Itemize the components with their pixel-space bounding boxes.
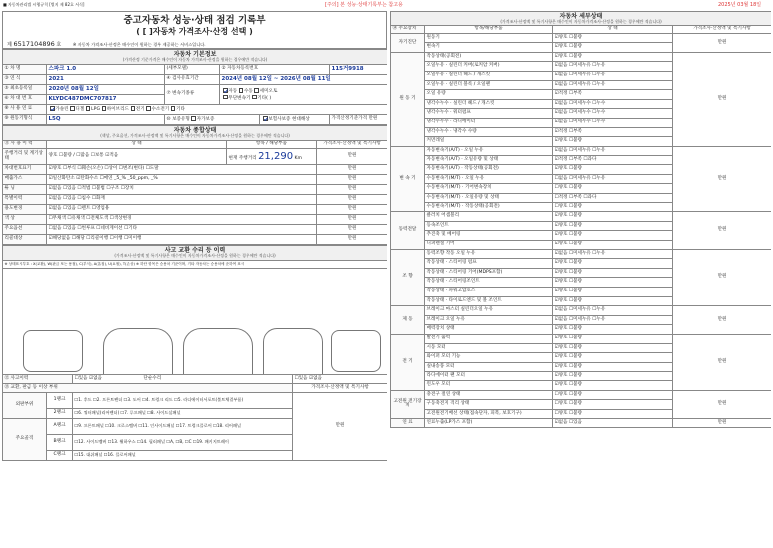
doc-title: 중고자동차 성능·상태 점검 기록부: [123, 15, 266, 26]
detail-state: ☑양호 ☐불량: [553, 221, 673, 230]
detail-price: 만원: [673, 34, 772, 53]
detail-item: 작동상태 · 스티어링조인트: [425, 278, 553, 287]
detail-item: 충전구 절연 상태: [425, 390, 553, 399]
detail-item: 작동상태 · 스티어링 기어(MDPS포함): [425, 268, 553, 277]
detail-group-label: 제 동: [391, 306, 425, 334]
detail-state: ☑양호 ☐불량: [553, 165, 673, 174]
detail-item: 냉각수누수 · 냉각수 수량: [425, 127, 553, 136]
detail-state: ☑양호 ☐불량: [553, 240, 673, 249]
detail-price: 만원: [673, 306, 772, 334]
detail-state: ☑적정 ☐부족 ☐과다: [553, 156, 673, 165]
left-panel: [2, 11, 387, 546]
detail-state: ☑양호 ☐불량: [553, 259, 673, 268]
detail-state: ☑없음 ☐미세누수 ☐누수: [553, 99, 673, 108]
detail-item: 작동상태(공회전): [425, 52, 553, 61]
detail-item: 수동변속기(M/T) · 작동상태(공회전): [425, 203, 553, 212]
detail-row: [391, 419, 772, 428]
detail-state: ☑양호 ☐불량: [553, 278, 673, 287]
detail-state: ☑양호 ☐불량: [553, 325, 673, 334]
detail-item: 작동상태 · 타이로드엔드 및 볼 조인트: [425, 296, 553, 305]
doc-subtitle: ( [ ]자동차 가격조사·산정 선택 ): [136, 26, 253, 36]
doc-number: 6517104896: [13, 40, 55, 48]
detail-item: 시동 모터: [425, 343, 553, 352]
basic-info-table: 자동차 기본정보 (가격산정 기준가격은 매수인이 자동차 가격조사·산정을 원하는 경우에만 적습니다) ① 차 명 스파크 1.0 (세부모델) ② 자동차등록번호 115거9918 ③ 연 식 2021 ④ 검사유효기간 2024년 08월 12일 ~ 2026년 08월 11일 ⑤ 최초등록일 2020년 08월 12일 ⑦ 변속기종류 자동 수동 세미오토 무단변속기 기타( ) ⑥ 차 대 번 호 KLYDC487DMC707817 ⑧ 사 용 연 료 가솔린 디젤 LPG 하이브리드 전기 수소전기 기타 ⑨ 원동기형식 L5Q ⑩ 보증유형 자가보증 보험사보증 현대해상 가격산정기준가격 만원: [2, 49, 387, 125]
detail-item: 오일누유 · 실린더 커버(로커암 커버): [425, 62, 553, 71]
overall-status-table: 자동차 종합상태 (색상, 주요옵션, 가격조사·산정액 및 특기사항은 매수인이 자동차가격조사·산정을 원하는 경우에만 적습니다) ⑪ 사 용 이 력 상 태 항목 / 해당부품 가격조사·산정액 및 특기사항 주행거리 및 계기상태 양호 ☐불량 / ☐많음 ☐보통 ☑적음 현재 주행거리 21,290 Km 만원 차대번호표기 ☑양호 ☐부식 ☐훼손(오손) ☐상이 ☐변조(변타) ☐도말 만원 배출가스 ☑일산화탄소 ☑탄화수소 ☐매연 _5_% _50_ppm, _% 만원 튜 닝 ☑없음 ☐있음 ☐적법 ☐불법 ☐구조 ☐장치 만원 특별이력 ☑없음 ☐있음 ☐침수 ☐화재 만원 용도변경 ☑없음 ☐있음 ☐렌트 ☐영업용 만원 색 상 ☐무채색 ☐유채색 ☐전체도색 ☐색상변경 만원 주요옵션 ☐없음 ☐있음 ☐썬루프 ☐네비게이션 ☐기타 만원 리콜대상 ☑해당없음 ☐해당 ☐리콜이행 ☐이행 ☐미이행 만원: [2, 125, 387, 245]
detail-state: ☐적정 ☐부족 ☐과다: [553, 193, 673, 202]
detail-price: 만원: [673, 419, 772, 428]
detail-item: 수동변속기(M/T) · 기어변속장치: [425, 184, 553, 193]
detail-row: [391, 390, 772, 399]
first-registration: 2020년 08월 12일: [47, 85, 165, 95]
detail-item: 구동축전지 격리 상태: [425, 400, 553, 409]
detail-state: ☑양호 ☐불량: [553, 231, 673, 240]
detail-price: 만원: [673, 146, 772, 212]
detail-item: 동력조향 작동 오일 누유: [425, 249, 553, 258]
detail-item: 자동변속기(A/T) · 오일유량 및 상태: [425, 156, 553, 165]
detail-state: ☑양호 ☐불량: [553, 268, 673, 277]
detail-state: ☑양호 ☐불량: [553, 372, 673, 381]
detail-price: 만원: [673, 390, 772, 418]
detail-item: 라디에이터 팬 모터: [425, 372, 553, 381]
detail-item: 커먼레일: [425, 137, 553, 146]
detail-state: ☑없음 ☐미세누유 ☐누유: [553, 249, 673, 258]
detail-item: 작동상태 · 스티어링 펌프: [425, 259, 553, 268]
detail-row: [391, 249, 772, 258]
detail-state: ☑양호 ☐불량: [553, 296, 673, 305]
detail-state: ☑양호 ☐불량: [553, 212, 673, 221]
detail-item: 냉각수누수 · 실린더 헤드 / 개스킷: [425, 99, 553, 108]
detail-state: ☐양호 ☐불량: [553, 400, 673, 409]
detail-state: ☑양호 ☐불량: [553, 52, 673, 61]
detail-state: ☑없음 ☐미세누수 ☐누수: [553, 118, 673, 127]
detail-state: ☑양호 ☐불량: [553, 34, 673, 43]
detail-item: 오일누유 · 실린더 블록 / 오일팬: [425, 80, 553, 89]
detail-item: 디퍼렌셜 기어: [425, 240, 553, 249]
detail-state: ☑양호 ☐불량: [553, 43, 673, 52]
detail-state: ☑양호 ☐불량: [553, 287, 673, 296]
detail-item: 자동변속기(A/T) · 작동상태(공회전): [425, 165, 553, 174]
detail-row: [391, 52, 772, 61]
detail-group-label: 원 동 기: [391, 52, 425, 146]
form-number: ■ 자동차관리법 시행규칙 [별지 제 82호 서식]: [3, 2, 85, 7]
detail-group-label: 전 기: [391, 334, 425, 390]
detail-state: ☑양호 ☐불량: [553, 343, 673, 352]
detail-item: 수동변속기(M/T) · 오일유량 및 상태: [425, 193, 553, 202]
detail-state: ☐없음 ☐미세누유 ☐누유: [553, 174, 673, 183]
detail-state: ☑없음 ☐미세누유 ☐누유: [553, 146, 673, 155]
detail-state: ☑없음 ☐미세누유 ☐누유: [553, 62, 673, 71]
detail-state: ☑없음 ☐미세누수 ☐누수: [553, 109, 673, 118]
inspection-valid: 2024년 08월 12일 ~ 2026년 08월 11일: [220, 75, 388, 85]
detail-state: ☑적정 ☐부족: [553, 90, 673, 99]
car-name: 스파크 1.0: [48, 65, 77, 72]
detail-item: 자동변속기(A/T) · 오일 누유: [425, 146, 553, 155]
detail-row: [391, 306, 772, 315]
detail-row: [391, 212, 772, 221]
detail-item: 브레이크 오일 누유: [425, 315, 553, 324]
detail-state: ☑없음 ☐미세누유 ☐누유: [553, 315, 673, 324]
detail-item: 브레이크 마스터 실린더오일 누유: [425, 306, 553, 315]
detail-item: 연료누출(LP가스 포함): [425, 419, 553, 428]
detail-item: 원동기: [425, 34, 553, 43]
right-panel: [390, 11, 771, 546]
detail-item: 오일 유량: [425, 90, 553, 99]
detail-item: 발전기 출력: [425, 334, 553, 343]
issue-date: 2025년 03월 18일: [718, 2, 762, 8]
detail-row: [391, 334, 772, 343]
detail-item: 등속조인트: [425, 221, 553, 230]
doc-number-row: 제 6517104896 호 ※ 자동차 가격조사·산정은 매수인이 원하는 경우 제공하는 서비스입니다.: [2, 38, 387, 49]
current-mileage: 21,290: [258, 150, 294, 162]
detail-price: 만원: [673, 212, 772, 250]
detail-item: 고전원전기배선 상태(접속단자, 피복, 보호기구): [425, 409, 553, 418]
detail-state: ☑없음 ☐있음: [553, 419, 673, 428]
detail-price: 만원: [673, 249, 772, 305]
detail-group-label: 변 속 기: [391, 146, 425, 212]
page-header: [0, 0, 773, 11]
detail-group-label: 조 향: [391, 249, 425, 305]
detail-item: 오일누유 · 실린더 헤드 / 개스킷: [425, 71, 553, 80]
detail-state: ☐양호 ☐불량: [553, 409, 673, 418]
detail-item: 작동상태 · 파워고압호스: [425, 287, 553, 296]
detail-state: ☑양호 ☐불량: [553, 362, 673, 371]
detail-item: 와이퍼 모터 기능: [425, 353, 553, 362]
notice: [주의] 본 성능·상태기록부는 참고용: [325, 2, 403, 8]
model-year: 2021: [47, 75, 165, 85]
detail-status-table: 자동차 세부상태 (가격조사·산정액 및 특기사항은 매수인이 자동차가격조사·산정을 원하는 경우에만 적습니다) ⑭ 주요장치 항목/해당부품 상 태 가격조사·산정액 및 특기사항 자기진단 원동기 ☑양호 ☐불량 만원 변속기 ☑양호 ☐불량 원 동 기 작동상태(공회전) ☑양호 ☐불량 만원 오일누유 · 실린더 커버(로커암 커버) ☑없음 ☐미세누유 ☐누유 오일누유 · 실린더 헤드 / 개스킷 ☑없음 ☐미세누유 ☐누유 오일누유 · 실린더 블록 / 오일팬 ☑없음 ☐미세누유 ☐누유 오일 유량 ☑적정 ☐부족 냉각수누수 · 실린더 헤드 / 개스킷 ☑없음 ☐미세누수 ☐누수 냉각수누수 · 워터펌프 ☑없음 ☐미세누수 ☐누수 냉각수누수 · 라디에이터 ☑없음 ☐미세누수 ☐누수 냉각수누수 · 냉각수 수량 ☑적정 ☐부족 커먼레일 ☑양호 ☐불량 변 속 기 자동변속기(A/T) · 오일 누유 ☑없음 ☐미세누유 ☐누유 만원 자동변속기(A/T) · 오일유량 및 상태 ☑적정 ☐부족 ☐과다 자동변속기(A/T) · 작동상태(공회전) ☑양호 ☐불량 수동변속기(M/T) · 오일 누유 ☐없음 ☐미세누유 ☐누유 수동변속기(M/T) · 기어변속장치 ☐양호 ☐불량 수동변속기(M/T) · 오일유량 및 상태 ☐적정 ☐부족 ☐과다 수동변속기(M/T) · 작동상태(공회전) ☐양호 ☐불량 동력전달 클러치 어셈블리 ☑양호 ☐불량 만원 등속조인트 ☑양호 ☐불량 추진축 및 베어링 ☑양호 ☐불량 디퍼렌셜 기어 ☑양호 ☐불량 조 향 동력조향 작동 오일 누유 ☑없음 ☐미세누유 ☐누유 만원 작동상태 · 스티어링 펌프 ☑양호 ☐불량 작동상태 · 스티어링 기어(MDPS포함) ☑양호 ☐불량 작동상태 · 스티어링조인트 ☑양호 ☐불량 작동상태 · 파워고압호스 ☑양호 ☐불량 작동상태 · 타이로드엔드 및 볼 조인트 ☑양호 ☐불량 제 동 브레이크 마스터 실린더오일 누유 ☑없음 ☐미세누유 ☐누유 만원 브레이크 오일 누유 ☑없음 ☐미세누유 ☐누유 배력장치 상태 ☑양호 ☐불량 전 기 발전기 출력 ☑양호 ☐불량 만원 시동 모터 ☑양호 ☐불량 와이퍼 모터 기능 ☑양호 ☐불량 실내송풍 모터 ☑양호 ☐불량 라디에이터 팬 모터 ☑양호 ☐불량 윈도우 모터 ☑양호 ☐불량 고전원 전기장치 충전구 절연 상태 ☐양호 ☐불량 만원 구동축전지 격리 상태 ☐양호 ☐불량 고전원전기배선 상태(접속단자, 피복, 보호기구) ☐양호 ☐불량 연 료 연료누출(LP가스 포함) ☑없음 ☐있음 만원: [390, 11, 771, 428]
detail-item: 변속기: [425, 43, 553, 52]
detail-state: ☑양호 ☐불량: [553, 353, 673, 362]
detail-item: 냉각수누수 · 라디에이터: [425, 118, 553, 127]
detail-state: ☑없음 ☐미세누유 ☐누유: [553, 306, 673, 315]
detail-item: 냉각수누수 · 워터펌프: [425, 109, 553, 118]
detail-state: ☐양호 ☐불량: [553, 390, 673, 399]
detail-state: ☐양호 ☐불량: [553, 203, 673, 212]
engine-type: L5Q: [48, 115, 61, 122]
detail-state: ☐양호 ☐불량: [553, 184, 673, 193]
detail-row: [391, 146, 772, 155]
detail-state: ☑양호 ☐불량: [553, 381, 673, 390]
reg-number: 115거9918: [330, 65, 388, 75]
detail-group-label: 동력전달: [391, 212, 425, 250]
detail-group-label: 자기진단: [391, 34, 425, 53]
detail-item: 실내송풍 모터: [425, 362, 553, 371]
detail-item: 수동변속기(M/T) · 오일 누유: [425, 174, 553, 183]
detail-row: [391, 34, 772, 43]
detail-state: ☑적정 ☐부족: [553, 127, 673, 136]
detail-state: ☑없음 ☐미세누유 ☐누유: [553, 80, 673, 89]
detail-state: ☑양호 ☐불량: [553, 334, 673, 343]
detail-price: 만원: [673, 334, 772, 390]
detail-item: 클러치 어셈블리: [425, 212, 553, 221]
detail-item: 배력장치 상태: [425, 325, 553, 334]
detail-price: 만원: [673, 52, 772, 146]
detail-group-label: 연 료: [391, 419, 425, 428]
vin: KLYDC487DMC707817: [47, 95, 165, 105]
detail-group-label: 고전원 전기장치: [391, 390, 425, 418]
detail-state: ☑양호 ☐불량: [553, 137, 673, 146]
detail-item: 추진축 및 베어링: [425, 231, 553, 240]
accident-history-table: 사고 교환 수리 등 이력 (가격조사·산정액 및 특기사항은 매수인이 자동차가격조사·산정을 원하는 경우에만 적습니다) ※ 상태표시부호 : X(교환), W(판금 또는 용접), C(부식), A(흠집), U(요철), T(손상) ※ 하단 항목은 승용차 기준이며, 기타 자동차는 승용차에 준하여 표시 ⑫ 사고이력 ☐있음 ☑없음 단순수리 ☐있음 ☑없음 ⑬ 교환, 판금 등 이상 부위 가격조사·산정액 및 특기사항 외판부위 1랭크 ☐1. 후드 ☐2. 프론트펜더 ☐3. 도어 ☐4. 트렁크 리드 ☐5. 라디에이터서포트(볼트체결부품) 만원 2랭크 ☐6. 쿼터패널(리어펜더) ☐7. 루프패널 ☐8. 사이드실패널 주요골격 A랭크 ☐9. 프론트패널 ☐10. 크로스멤버 ☐11. 인사이드패널 ☐17. 트렁크플로어 ☐18. 리어패널 B랭크 ☐12. 사이드멤버 ☐13. 휠하우스 ☐14. 필러패널 ☐A, ☐B, ☐C ☐19. 패키지트레이 C랭크 ☐15. 대쉬패널 ☐16. 플로어패널: [2, 245, 387, 461]
detail-item: 윈도우 모터: [425, 381, 553, 390]
detail-state: ☑없음 ☐미세누유 ☐누유: [553, 71, 673, 80]
